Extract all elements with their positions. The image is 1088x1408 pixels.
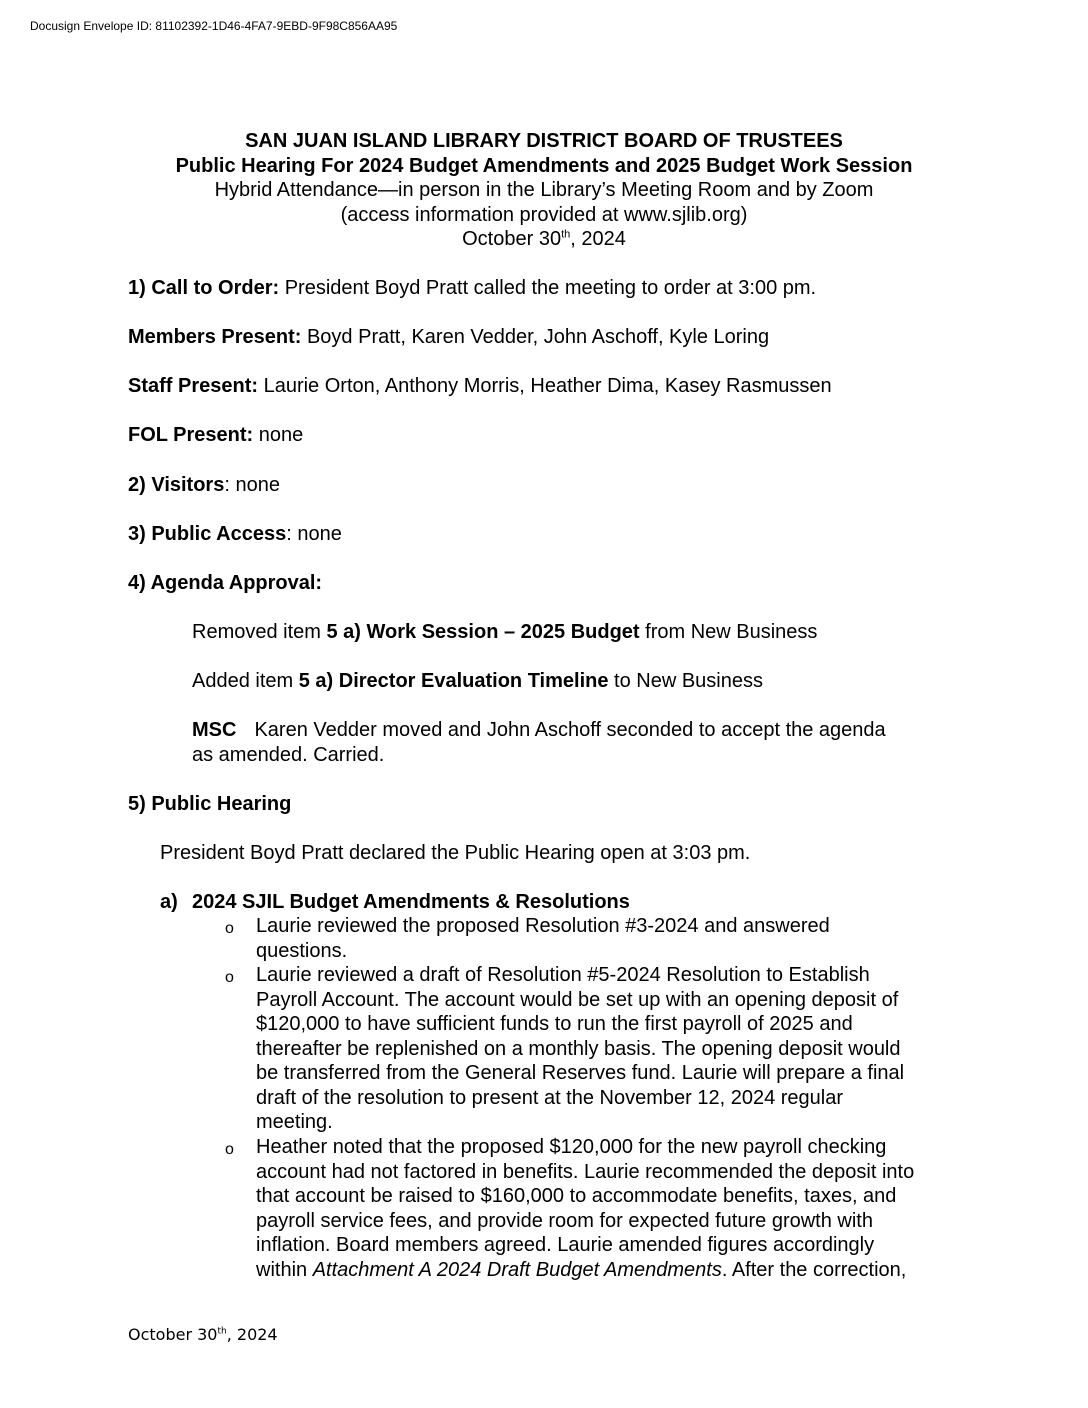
visitors: 2) Visitors: none xyxy=(128,474,280,496)
call-to-order: 1) Call to Order: President Boyd Pratt called the meeting to order at 3:00 pm. xyxy=(128,277,817,299)
page-footer-date: October 30th, 2024 xyxy=(128,1325,278,1344)
staff-present: Staff Present: Laurie Orton, Anthony Morris, Heather Dima, Kasey Rasmussen xyxy=(128,375,832,397)
bullet-circle-icon: o xyxy=(225,920,234,937)
agenda-approval-heading: 4) Agenda Approval: xyxy=(128,572,323,594)
agenda-motion: MSC Karen Vedder moved and John Aschoff seconded to accept the agenda as amended. Carried. xyxy=(192,719,886,766)
agenda-added-item: Added item 5 a) Director Evaluation Timeline to New Business xyxy=(192,670,763,692)
fol-present: FOL Present: none xyxy=(128,424,304,446)
agenda-removed-item: Removed item 5 a) Work Session – 2025 Budget from New Business xyxy=(192,621,818,643)
list-item: Heather noted that the proposed $120,000 for the new payroll checking account had not factored in benefits. Laurie recommended the deposit into that account be raised to $160,000 to accommodate benefits, taxes, and payroll service fees, and provide room for expected future growth with inflation. Board members agreed. Laurie amended figures accordingly within Attachment A 2024 Draft Budget Amendments. After the correction, xyxy=(256,1136,915,1281)
public-hearing-heading: 5) Public Hearing xyxy=(128,793,292,815)
subsection-a-marker: a) xyxy=(160,891,178,913)
public-access: 3) Public Access: none xyxy=(128,523,342,545)
list-item: Laurie reviewed a draft of Resolution #5-2024 Resolution to Establish Payroll Account. The account would be set up with an opening deposit of $120,000 to have sufficient funds to run the first payroll of 2025 and thereafter be replenished on a monthly basis. The opening deposit would be transferred from the General Reserves fund. Laurie will prepare a final draft of the resolution to present at the November 12, 2024 regular meeting. xyxy=(256,964,905,1133)
meeting-date: October 30th, 2024 xyxy=(462,228,626,250)
list-item: Laurie reviewed the proposed Resolution #3-2024 and answered questions. xyxy=(256,915,830,962)
attendance-info: Hybrid Attendance—in person in the Library’s Meeting Room and by Zoom xyxy=(214,179,874,201)
meeting-title: Public Hearing For 2024 Budget Amendments and 2025 Budget Work Session xyxy=(175,154,913,177)
access-info: (access information provided at www.sjlib.org) xyxy=(340,203,748,226)
public-hearing-opening: President Boyd Pratt declared the Public Hearing open at 3:03 pm. xyxy=(160,842,751,864)
subsection-a-title: 2024 SJIL Budget Amendments & Resolutions xyxy=(192,891,630,913)
bullet-circle-icon: o xyxy=(225,969,234,986)
msc-label: MSC xyxy=(192,719,237,741)
docusign-envelope-id: Docusign Envelope ID: 81102392-1D46-4FA7-9EBD-9F98C856AA95 xyxy=(30,19,398,33)
document-header xyxy=(0,129,1088,252)
org-title: SAN JUAN ISLAND LIBRARY DISTRICT BOARD OF TRUSTEES xyxy=(245,130,843,152)
members-present: Members Present: Boyd Pratt, Karen Vedder, John Aschoff, Kyle Loring xyxy=(128,326,770,348)
bullet-circle-icon: o xyxy=(225,1141,234,1158)
